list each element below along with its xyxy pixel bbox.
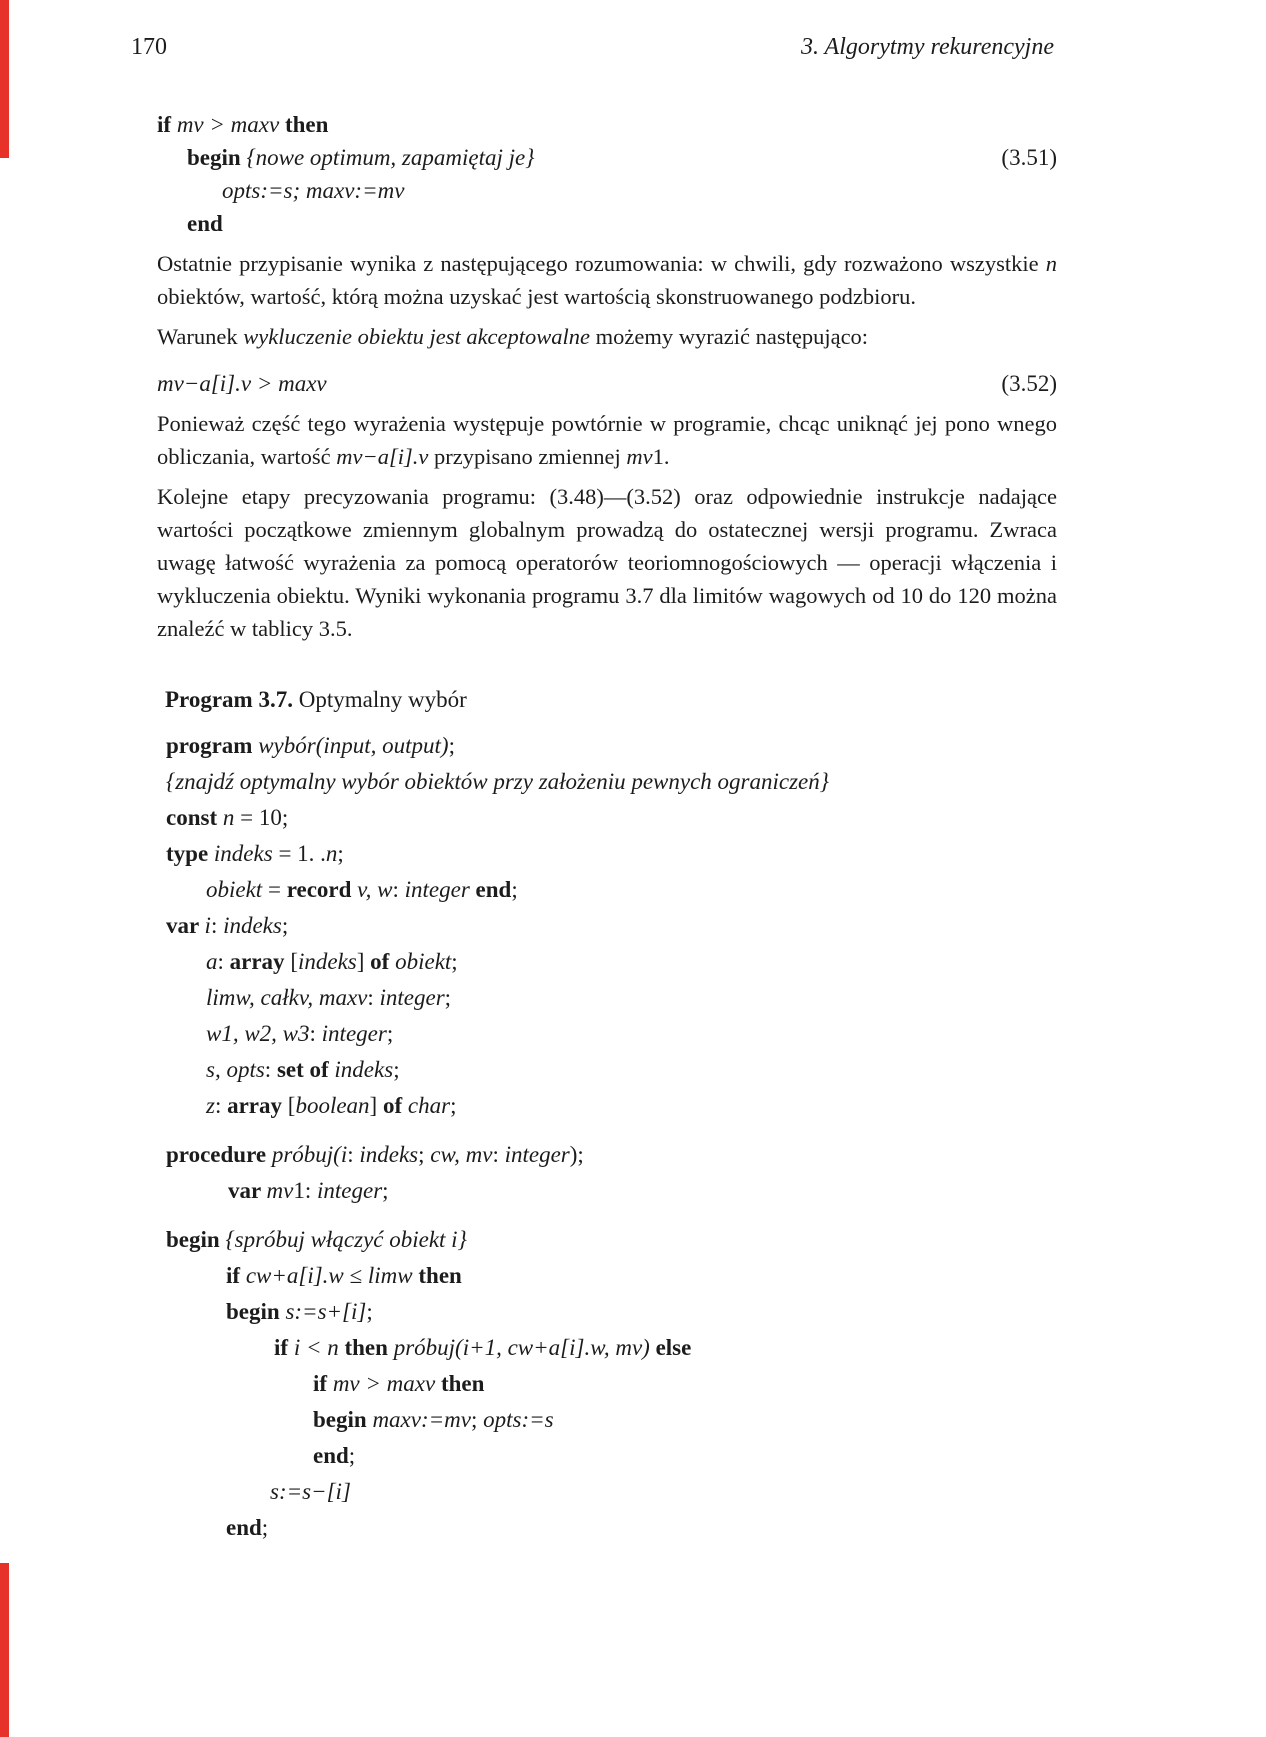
text-segment: if <box>313 1371 333 1396</box>
page-header <box>131 34 1054 61</box>
code-line <box>166 1173 1066 1209</box>
text-segment: maxv:=mv <box>372 1407 471 1432</box>
text-segment: : <box>347 1142 360 1167</box>
equation <box>157 367 1057 400</box>
text-segment: then <box>418 1263 462 1288</box>
text-segment: opts:=s <box>483 1407 554 1432</box>
text-segment: then <box>344 1335 394 1360</box>
text-segment: indeks <box>297 949 357 974</box>
text-segment: przypisano zmiennej <box>428 444 627 469</box>
text-segment: s, opts <box>206 1057 265 1082</box>
code-line <box>166 1137 1066 1173</box>
text-segment: var <box>228 1178 267 1203</box>
text-segment: możemy wyrazić następująco: <box>590 324 869 349</box>
text-segment: mv−a[i].v > maxv <box>157 371 327 396</box>
text-segment: if <box>226 1263 246 1288</box>
text-segment: : <box>264 1057 277 1082</box>
text-segment: wybór(input, output) <box>258 733 449 758</box>
text-segment: 1. <box>652 444 670 469</box>
text-segment: z <box>206 1093 215 1118</box>
page-number: 170 <box>131 34 167 60</box>
document-body <box>0 100 1266 1546</box>
text-segment: indeks <box>334 1057 394 1082</box>
text-segment: [ <box>290 949 298 974</box>
text-segment: ; <box>386 1021 394 1046</box>
code-line <box>166 1330 1066 1366</box>
text-segment: end <box>475 877 512 902</box>
text-segment: Optymalny wybór <box>292 687 467 712</box>
text-segment: end <box>187 211 223 236</box>
text-segment: obiektów, wartość, którą można uzyskać jest wartością skonstruowanego podzbioru. <box>157 284 916 309</box>
text-segment: if <box>157 112 177 137</box>
text-segment: = 10; <box>234 805 289 830</box>
text-segment: ; <box>281 913 289 938</box>
text-segment: of <box>370 949 396 974</box>
text-segment: end <box>313 1443 349 1468</box>
text-segment: s:=s+[i] <box>285 1299 367 1324</box>
paragraph <box>157 407 1057 473</box>
text-segment: ; <box>450 1093 457 1118</box>
paragraph <box>157 320 1057 353</box>
text-segment: = <box>262 877 287 902</box>
text-segment: var <box>166 913 205 938</box>
code-line <box>166 1294 1066 1330</box>
code-line <box>166 1438 1066 1474</box>
text-segment: limw, całkv, maxv <box>206 985 368 1010</box>
text-segment: próbuj(i+1, cw+a[i].w, mv) <box>393 1335 656 1360</box>
text-segment: obiekt <box>395 949 452 974</box>
text-segment: ; <box>444 985 452 1010</box>
text-segment: then <box>440 1371 485 1396</box>
code-line <box>166 1258 1066 1294</box>
text-segment: : <box>217 949 230 974</box>
text-segment: ] <box>356 949 371 974</box>
text-segment: mv <box>626 444 653 469</box>
text-segment: of <box>382 1093 408 1118</box>
text-segment: w1, w2, w3 <box>206 1021 310 1046</box>
code-line <box>166 1016 1066 1052</box>
text-segment: n <box>222 805 235 830</box>
text-segment: program <box>166 733 259 758</box>
text-segment: : <box>392 877 405 902</box>
text-segment: v, w <box>357 877 393 902</box>
text-segment: type <box>166 841 214 866</box>
code-line <box>166 1402 1066 1438</box>
text-segment: indeks <box>223 913 282 938</box>
text-segment: mv−a[i].v <box>336 444 429 469</box>
text-segment: : <box>210 913 224 938</box>
text-segment: [ <box>287 1093 296 1118</box>
text-segment: Ponieważ część tego wyrażenia występuje powtórnie w programie, chcąc uniknąć jej pono wnego obliczania, wartość <box>157 411 1057 469</box>
text-segment: n <box>1045 251 1057 276</box>
text-segment: record <box>286 877 358 902</box>
text-segment: : <box>309 1021 322 1046</box>
code-line <box>166 836 1066 872</box>
text-segment: ; <box>393 1057 400 1082</box>
text-segment: indeks <box>213 841 273 866</box>
text-segment: if <box>274 1335 294 1360</box>
text-segment: {nowe optimum, zapamiętaj je} <box>246 145 535 170</box>
text-segment: ; <box>470 1407 484 1432</box>
running-header: 3. Algorytmy rekurencyjne <box>800 34 1054 60</box>
text-segment: ; <box>366 1299 373 1324</box>
text-segment: ; <box>418 1142 431 1167</box>
code-line <box>157 108 1057 141</box>
text-segment: ); <box>569 1142 584 1167</box>
text-segment: mv <box>266 1178 294 1203</box>
text-segment: begin <box>166 1227 226 1252</box>
code-block <box>166 728 1066 1546</box>
text-segment: obiekt <box>206 877 263 902</box>
text-segment: Ostatnie przypisanie wynika z następującego rozumowania: w chwili, gdy rozważono wszystkie <box>157 251 1046 276</box>
code-line <box>166 1510 1066 1546</box>
code-line <box>157 174 1057 207</box>
text-segment: integer <box>404 877 476 902</box>
text-segment: : <box>492 1142 505 1167</box>
text-segment: array <box>229 949 291 974</box>
equation-number: (3.51) <box>1001 145 1057 170</box>
text-segment: a <box>206 949 218 974</box>
text-segment: integer <box>379 985 445 1010</box>
text-segment: = 1. . <box>272 841 326 866</box>
code-line <box>166 872 1066 908</box>
text-segment: ; <box>382 1178 389 1203</box>
text-segment: cw, mv <box>430 1142 493 1167</box>
code-line <box>166 944 1066 980</box>
text-segment: {znajdź optymalny wybór obiektów przy założeniu pewnych ograniczeń} <box>166 769 829 794</box>
text-segment: i <box>204 913 211 938</box>
code-line <box>166 980 1066 1016</box>
text-segment: integer <box>504 1142 570 1167</box>
code-line <box>157 141 1057 174</box>
text-segment: end <box>226 1515 262 1540</box>
text-segment: mv > maxv <box>176 112 285 137</box>
paragraph <box>157 247 1057 313</box>
text-segment: mv > maxv <box>332 1371 441 1396</box>
text-segment: begin <box>226 1299 286 1324</box>
text-segment: indeks <box>359 1142 419 1167</box>
scan-artifact-red-bottom <box>0 1563 9 1737</box>
text-segment: i < n <box>293 1335 345 1360</box>
text-segment: wykluczenie obiektu jest akceptowalne <box>243 324 591 349</box>
text-segment: set of <box>276 1057 335 1082</box>
text-segment: 1: <box>293 1178 318 1203</box>
text-segment: integer <box>317 1178 383 1203</box>
text-segment: próbuj(i <box>271 1142 348 1167</box>
code-line <box>166 908 1066 944</box>
program-heading <box>165 683 1266 716</box>
text-segment: char <box>407 1093 451 1118</box>
code-line <box>157 207 1057 240</box>
text-segment: s:=s−[i] <box>270 1479 351 1504</box>
text-segment: integer <box>321 1021 387 1046</box>
paragraph <box>157 480 1057 645</box>
code-line <box>166 1088 1066 1124</box>
code-block <box>157 108 1057 240</box>
code-line <box>166 1474 1066 1510</box>
code-line <box>166 1052 1066 1088</box>
text-segment: ; <box>261 1515 269 1540</box>
text-segment: opts:=s; maxv:=mv <box>222 178 405 203</box>
text-segment: boolean <box>295 1093 370 1118</box>
text-segment: ; <box>337 841 344 866</box>
code-line <box>166 800 1066 836</box>
code-line <box>166 1222 1066 1258</box>
text-segment: : <box>367 985 380 1010</box>
text-segment: const <box>166 805 223 830</box>
text-segment: : <box>214 1093 228 1118</box>
text-segment: Program 3.7. <box>165 687 293 712</box>
code-line <box>166 728 1066 764</box>
text-segment: n <box>325 841 338 866</box>
text-segment: begin <box>187 145 247 170</box>
text-segment: procedure <box>166 1142 272 1167</box>
text-segment: Warunek <box>157 324 244 349</box>
text-segment: ; <box>451 949 458 974</box>
equation-number: (3.52) <box>1001 371 1057 396</box>
text-segment: then <box>284 112 329 137</box>
text-segment: begin <box>313 1407 373 1432</box>
text-segment: ] <box>369 1093 383 1118</box>
text-segment: ; <box>348 1443 356 1468</box>
code-line <box>166 1366 1066 1402</box>
text-segment: {spróbuj włączyć obiekt i} <box>225 1227 467 1252</box>
text-segment: else <box>655 1335 692 1360</box>
text-segment: ; <box>448 733 455 758</box>
text-segment: array <box>227 1093 288 1118</box>
text-segment: Kolejne etapy precyzowania programu: (3.48)—(3.52) oraz odpowiednie instrukcje nadające wartości początkowe zmiennym globalnym prowadzą do ostatecznej wersji programu. Zwraca uwagę łatwość wyrażenia za pomocą operatorów teoriomnogościowych — operacji włączenia i wykluczenia obiektu. Wyniki wykonania programu 3.7 dla limitów wagowych od 10 do 120 można znaleźć w tablicy 3.5. <box>157 484 1057 641</box>
text-segment: ; <box>511 877 518 902</box>
text-segment: cw+a[i].w ≤ limw <box>245 1263 419 1288</box>
code-line <box>166 764 1066 800</box>
